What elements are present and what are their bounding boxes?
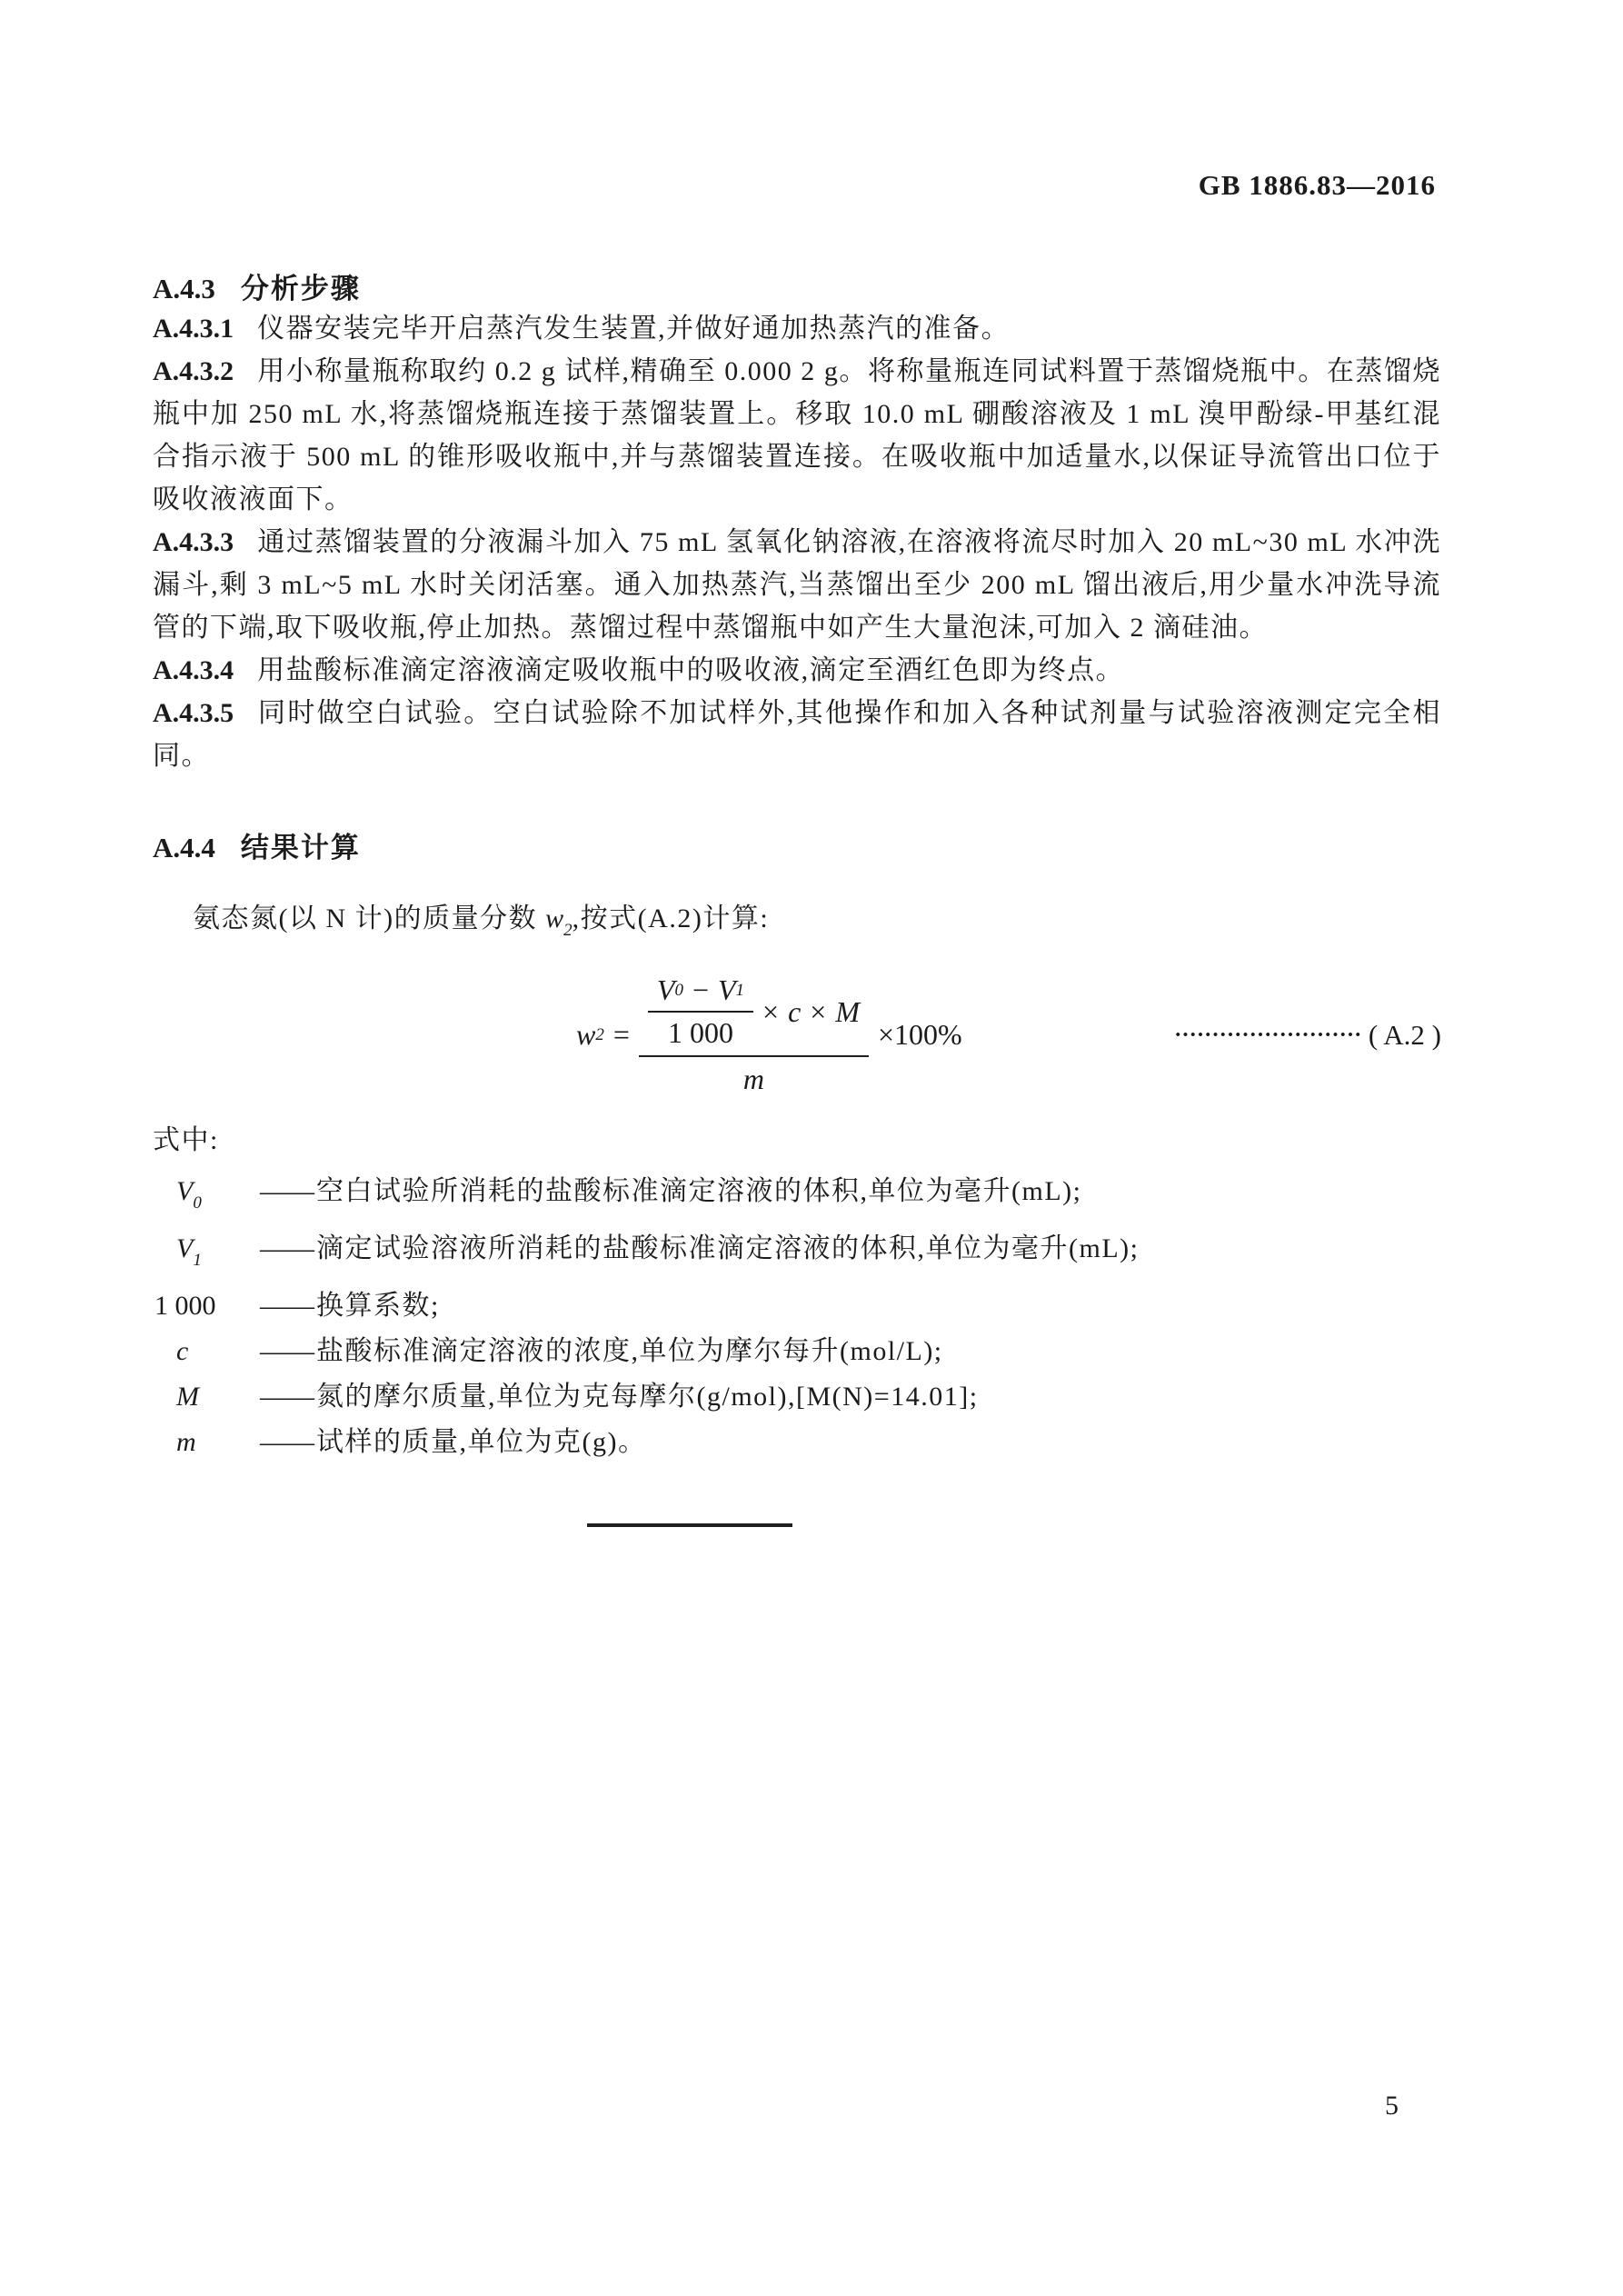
v0-subscript: 0 xyxy=(674,980,683,1000)
clause-text: 用盐酸标准滴定溶液滴定吸收瓶中的吸收液,滴定至酒红色即为终点。 xyxy=(257,655,1125,685)
w2-symbol: w xyxy=(545,903,564,933)
definition-text: 空白试验所消耗的盐酸标准滴定溶液的体积,单位为毫升(mL); xyxy=(316,1176,1082,1206)
inner-numerator xyxy=(648,973,753,1011)
definition-symbol: c xyxy=(176,1336,189,1366)
section-number: A.4.4 xyxy=(153,832,215,863)
clause-a434 xyxy=(153,649,1441,692)
equation-number: ( A.2 ) xyxy=(1368,1018,1441,1051)
definition-row-v1 xyxy=(153,1226,1441,1283)
definition-dash: —— xyxy=(260,1233,314,1263)
definition-dash: —— xyxy=(260,1291,314,1321)
variable-definitions xyxy=(153,1169,1441,1465)
inner-denominator: 1 000 xyxy=(667,1016,733,1049)
definition-row-1000 xyxy=(153,1283,1441,1329)
clause-a431 xyxy=(153,307,1441,350)
clause-text: 同时做空白试验。空白试验除不加试样外,其他操作和加入各种试剂量与试验溶液测定完全相同。 xyxy=(153,698,1441,771)
dot-leader: ••••••••••••••••••••••••• xyxy=(1175,1027,1363,1043)
intro-text-post: ,按式(A.2)计算: xyxy=(572,903,770,933)
v1-symbol: V xyxy=(717,973,736,1006)
definition-symbol: 1 000 xyxy=(154,1291,216,1321)
inner-fraction xyxy=(648,973,753,1050)
clause-a432 xyxy=(153,350,1441,521)
end-of-text-rule xyxy=(587,1523,792,1527)
times-sign: × xyxy=(762,994,780,1028)
definition-text: 氮的摩尔质量,单位为克每摩尔(g/mol),[M(N)=14.01]; xyxy=(316,1382,979,1412)
clause-number: A.4.3.1 xyxy=(153,314,234,344)
definition-text: 滴定试验溶液所消耗的盐酸标准滴定溶液的体积,单位为毫升(mL); xyxy=(316,1233,1140,1263)
clause-number: A.4.3.2 xyxy=(153,356,234,386)
times-sign: × xyxy=(810,994,827,1028)
clause-text: 通过蒸馏装置的分液漏斗加入 75 mL 氢氧化钠溶液,在溶液将流尽时加入 20 mL~30 mL 水冲洗漏斗,剩 3 mL~5 mL 水时关闭活塞。通入加热蒸汽,当蒸馏出至少 200 mL 馏出液后,用少量水冲洗导流管的下端,取下吸收瓶,停止加热。蒸馏过程中蒸馏瓶中如产生大量泡沫,可加入 2 滴硅油。 xyxy=(153,527,1441,643)
definition-symbol: $V_1$ xyxy=(176,1233,202,1270)
definition-dash: —— xyxy=(260,1427,314,1457)
m-molar-symbol: M xyxy=(835,994,860,1028)
times-100-percent: ×100% xyxy=(877,1018,962,1051)
formula-intro xyxy=(153,897,1441,952)
lhs-symbol: w xyxy=(576,1018,596,1051)
section-number: A.4.3 xyxy=(153,273,215,304)
lhs-subscript: 2 xyxy=(595,1024,604,1044)
v1-subscript: 1 xyxy=(735,980,745,1000)
definition-dash: —— xyxy=(260,1176,314,1206)
section-title: 分析步骤 xyxy=(240,273,361,304)
clause-number: A.4.3.5 xyxy=(153,698,234,728)
v0-symbol: V xyxy=(656,973,675,1006)
definition-symbol: m xyxy=(176,1427,196,1457)
formula-a2 xyxy=(153,973,1441,1096)
clause-number: A.4.3.3 xyxy=(153,527,234,557)
section-title: 结果计算 xyxy=(240,832,361,863)
clause-text: 用小称量瓶称取约 0.2 g 试样,精确至 0.000 2 g。将称量瓶连同试料置于蒸馏烧瓶中。在蒸馏烧瓶中加 250 mL 水,将蒸馏烧瓶连接于蒸馏装置上。移取 10.0 mL 硼酸溶液及 1 mL 溴甲酚绿-甲基红混合指示液于 500 mL 的锥形吸收瓶中,并与蒸馏装置连接。在吸收瓶中加适量水,以保证导流管出口位于吸收液液面下。 xyxy=(153,356,1441,514)
equation-label-group xyxy=(1176,1019,1441,1052)
equation xyxy=(576,973,971,1096)
page-content xyxy=(153,271,1441,1527)
definition-text: 盐酸标准滴定溶液的浓度,单位为摩尔每升(mol/L); xyxy=(316,1336,943,1366)
where-label: 式中: xyxy=(153,1125,219,1155)
definition-row-v0 xyxy=(153,1169,1441,1226)
definition-text: 换算系数; xyxy=(316,1291,440,1321)
c-symbol: c xyxy=(788,994,802,1028)
outer-numerator xyxy=(639,973,869,1055)
definition-row-c xyxy=(153,1329,1441,1374)
page-number: 5 xyxy=(1385,2091,1399,2121)
clause-text: 仪器安装完毕开启蒸汽发生装置,并做好通加热蒸汽的准备。 xyxy=(257,314,1011,344)
outer-denominator: m xyxy=(742,1063,764,1095)
intro-text-pre: 氨态氮(以 N 计)的质量分数 xyxy=(193,903,546,933)
clause-a435 xyxy=(153,692,1441,777)
section-heading-a43 xyxy=(153,271,1441,307)
minus-sign: − xyxy=(692,973,709,1006)
section-heading-a44 xyxy=(153,830,1441,866)
definition-row-m xyxy=(153,1420,1441,1465)
definition-dash: —— xyxy=(260,1336,314,1366)
doc-code-header: GB 1886.83—2016 xyxy=(1198,169,1436,201)
definition-dash: —— xyxy=(260,1382,314,1412)
clause-a433 xyxy=(153,521,1441,649)
definition-text: 试样的质量,单位为克(g)。 xyxy=(316,1427,647,1457)
definition-symbol: M xyxy=(176,1382,199,1412)
clause-number: A.4.3.4 xyxy=(153,655,234,685)
outer-fraction xyxy=(639,973,869,1096)
definition-symbol: $V_0$ xyxy=(176,1176,202,1213)
definition-row-M xyxy=(153,1374,1441,1420)
w2-subscript: 2 xyxy=(563,921,573,940)
equals-sign: = xyxy=(612,1018,630,1051)
